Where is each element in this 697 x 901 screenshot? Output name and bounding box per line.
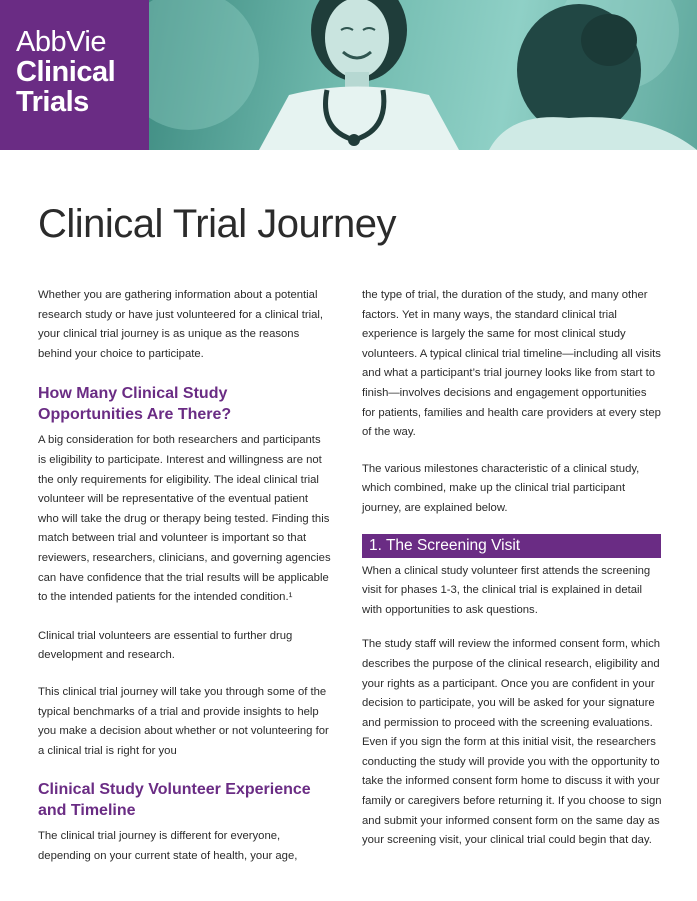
intro-paragraph: Whether you are gathering information about a potential research study or have just volunteered for a clinical trial, your clinical trial journey is as unique as the reasons behind your choice to participate. [38,289,324,360]
informed-consent-paragraph: The study staff will review the informed consent form, which describes the purpose of the clinical research, eligibility and your rights as a participant. Once you are confident in your decision to participate, you will be asked for your signature and permission to proceed with the screening evaluations. Even if you sign the form at this initial visit, the researchers conducting the study will provide you with the opportunity to take the informed consent form home to discuss it with your family or caregivers before returning it. If you choose to sign and submit your informed consent form on the same day as your screening visit, your clinical trial could begin that day. [362,638,662,847]
brand-line-3: Trials [16,86,89,118]
milestones-paragraph: The various milestones characteristic of a clinical study, which combined, make up the clinical trial participant journey, are explained below. [362,462,640,514]
screening-intro-paragraph: When a clinical study volunteer first attends the screening visit for phases 1-3, the clinical trial is explained in detail with opportunities to ask questions. [362,564,651,616]
journey-paragraph: This clinical trial journey will take you through some of the typical benchmarks of a trial and provide insights to help you make a decision about whether or not volunteering for a clinical trial is right for you [38,685,329,757]
eligibility-paragraph: A big consideration for both researchers and participants is eligibility to participate. Interest and willingness are not the only requirements for eligibility. The ideal clinical trial volunteer will be representative of the eventual patient who will take the drug or therapy being tested. Finding this match between trial and volunteer is important so that reviewers, researchers, clinicians, and governing agencies can have confidence that the trial results will be applicable to the intended patients for the intended condition.¹ [38,434,331,604]
section-heading-opportunities: How Many Clinical Study Opportunities Are There? [38,385,232,424]
volunteers-paragraph: Clinical trial volunteers are essential to further drug development and research. [38,629,293,662]
section-heading-timeline: Clinical Study Volunteer Experience and Timeline [38,781,311,820]
abbvie-logo-block [0,0,149,150]
timeline-continued-paragraph: the type of trial, the duration of the study, and many other factors. Yet in many ways, the standard clinical trial experience is largely the same for most clinical study volunteers. A typical clinical trial timeline—including all visits and what a participant’s trial journey looks like from start to finish—involves decisions and engagement opportunities for patients, families and health care providers at every step of the way. [362,289,661,439]
timeline-paragraph: The clinical trial journey is different for everyone, depending on your current state of health, your age, [38,830,298,862]
step-heading-screening-visit: 1. The Screening Visit [362,534,661,558]
page-header [0,0,697,150]
page-title: Clinical Trial Journey [38,202,397,246]
doctor-patient-illustration [149,0,697,150]
brand-line-2: Clinical [16,56,116,88]
left-column [38,286,331,866]
right-column [362,286,662,851]
brand-line-1: AbbVie [16,26,106,58]
doctor-patient-photo [149,0,697,150]
